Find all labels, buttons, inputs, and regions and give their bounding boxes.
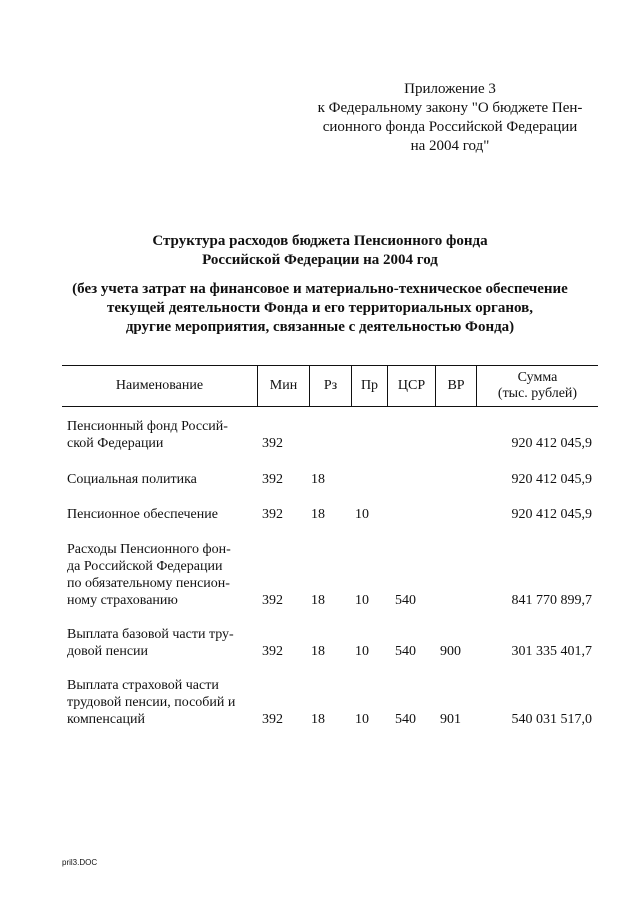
cell-sum: 920 412 045,9: [511, 472, 592, 487]
row-name: [67, 541, 255, 609]
row-name-line: трудовой пенсии, пособий и: [67, 695, 236, 710]
cell-rz: 18: [311, 644, 325, 659]
cell-min: 392: [262, 593, 283, 608]
header-name: Наименование: [115, 378, 204, 393]
appendix-heading: [300, 80, 600, 156]
header-min: Мин: [269, 378, 298, 393]
row-name: [67, 471, 255, 488]
cell-sum: 841 770 899,7: [511, 593, 592, 608]
cell-pr: 10: [355, 593, 369, 608]
cell-min: 392: [262, 472, 283, 487]
cell-sum: 301 335 401,7: [511, 644, 592, 659]
subtitle-line: другие мероприятия, связанные с деятельностью Фонда): [125, 319, 515, 335]
appendix-line: Приложение 3: [404, 81, 496, 97]
row-name: [67, 626, 255, 660]
title-line: Структура расходов бюджета Пенсионного фонда: [152, 233, 488, 249]
cell-min: 392: [262, 436, 283, 451]
cell-vr: 900: [440, 644, 461, 659]
cell-rz: 18: [311, 472, 325, 487]
row-name-line: да Российской Федерации: [67, 559, 223, 574]
row-name-line: Социальная политика: [67, 472, 197, 487]
header-sum-unit: (тыс. рублей): [497, 386, 578, 401]
cell-csr: 540: [395, 712, 416, 727]
row-name: [67, 418, 255, 452]
row-name-line: Выплата базовой части тру-: [67, 627, 234, 642]
header-sum-label: Сумма: [517, 370, 558, 385]
row-name-line: ской Федерации: [67, 436, 164, 451]
row-name-line: компенсаций: [67, 712, 145, 727]
cell-min: 392: [262, 712, 283, 727]
cell-rz: 18: [311, 593, 325, 608]
header-rz: Рз: [323, 378, 338, 393]
header-pr: Пр: [360, 378, 379, 393]
cell-min: 392: [262, 644, 283, 659]
row-name-line: Пенсионный фонд Россий-: [67, 419, 228, 434]
document-title: [40, 232, 600, 270]
row-name-line: Выплата страховой части: [67, 678, 219, 693]
appendix-line: на 2004 год": [410, 138, 490, 154]
subtitle-line: (без учета затрат на финансовое и материально-техническое обеспечение: [72, 281, 568, 297]
title-line: Российской Федерации на 2004 год: [202, 252, 438, 268]
row-name-line: ному страхованию: [67, 593, 178, 608]
header-csr: ЦСР: [397, 378, 426, 393]
file-name: pril3.DOC: [62, 858, 98, 867]
cell-vr: 901: [440, 712, 461, 727]
row-name-line: Пенсионное обеспечение: [67, 507, 218, 522]
row-name: [67, 506, 255, 523]
row-name-line: Расходы Пенсионного фон-: [67, 542, 231, 557]
row-name: [67, 677, 255, 728]
document-subtitle: [40, 280, 600, 337]
cell-sum: 540 031 517,0: [511, 712, 592, 727]
cell-csr: 540: [395, 644, 416, 659]
row-name-line: довой пенсии: [67, 644, 149, 659]
subtitle-line: текущей деятельности Фонда и его территориальных органов,: [107, 300, 533, 316]
cell-pr: 10: [355, 644, 369, 659]
cell-sum: 920 412 045,9: [511, 436, 592, 451]
cell-rz: 18: [311, 507, 325, 522]
cell-rz: 18: [311, 712, 325, 727]
header-vr: ВР: [447, 378, 465, 393]
cell-pr: 10: [355, 507, 369, 522]
cell-min: 392: [262, 507, 283, 522]
cell-pr: 10: [355, 712, 369, 727]
header-sum: [477, 365, 598, 407]
row-name-line: по обязательному пенсион-: [67, 576, 230, 591]
appendix-line: сионного фонда Российской Федерации: [322, 119, 578, 135]
cell-csr: 540: [395, 593, 416, 608]
appendix-line: к Федеральному закону "О бюджете Пен-: [317, 100, 583, 116]
cell-sum: 920 412 045,9: [511, 507, 592, 522]
